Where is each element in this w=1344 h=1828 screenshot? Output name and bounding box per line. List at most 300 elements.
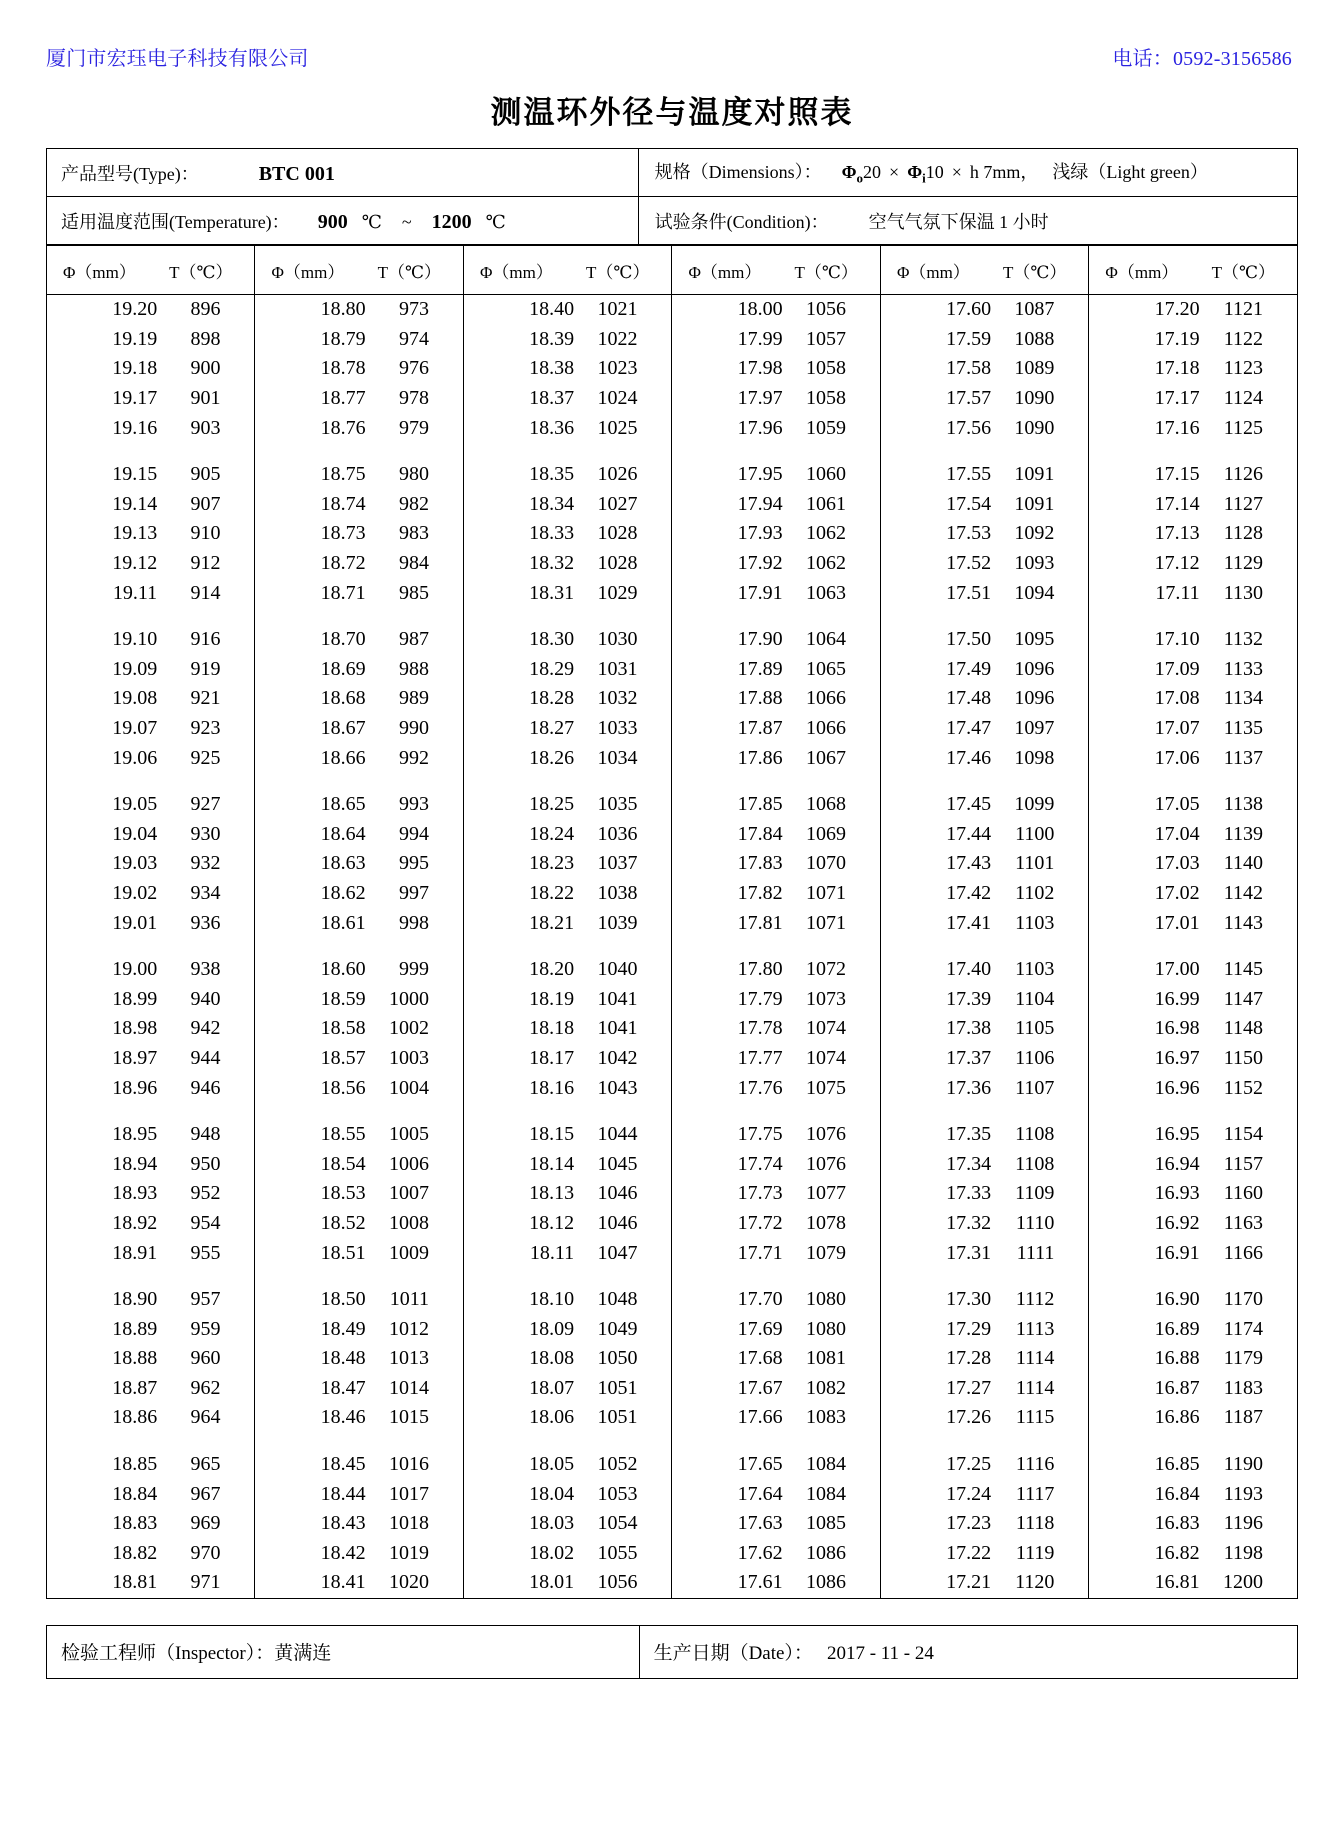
band-spacer [47, 773, 1298, 790]
cell-temperature: 938 [159, 955, 255, 985]
cell-phi: 18.04 [463, 1479, 576, 1509]
cell-temperature: 910 [159, 519, 255, 549]
table-row [47, 1209, 1298, 1239]
cell-phi: 18.68 [255, 684, 368, 714]
cell-phi: 18.28 [463, 684, 576, 714]
spacer-cell [576, 938, 672, 955]
table-row [47, 1179, 1298, 1209]
cell-temperature: 974 [368, 325, 464, 355]
cell-temperature: 987 [368, 625, 464, 655]
cell-phi: 17.47 [880, 714, 993, 744]
cell-phi: 18.67 [255, 714, 368, 744]
table-row [47, 1073, 1298, 1103]
cell-temperature: 923 [159, 714, 255, 744]
cell-temperature: 1113 [993, 1314, 1089, 1344]
cell-phi: 18.35 [463, 460, 576, 490]
table-row [47, 714, 1298, 744]
cell-phi: 17.12 [1089, 549, 1202, 579]
cell-temperature: 1090 [993, 413, 1089, 443]
spacer-cell [255, 1268, 368, 1285]
cell-temperature: 1154 [1202, 1120, 1298, 1150]
cell-phi: 17.82 [672, 879, 785, 909]
cell-phi: 18.47 [255, 1374, 368, 1404]
band-spacer [47, 443, 1298, 460]
table-row [47, 1285, 1298, 1315]
cell-phi: 19.00 [47, 955, 160, 985]
cell-temperature: 1003 [368, 1044, 464, 1074]
cell-temperature: 1059 [785, 413, 881, 443]
cell-phi: 17.54 [880, 490, 993, 520]
cell-phi: 17.79 [672, 984, 785, 1014]
cell-temperature: 1004 [368, 1073, 464, 1103]
cell-phi: 17.38 [880, 1014, 993, 1044]
cell-phi: 19.11 [47, 578, 160, 608]
cell-temperature: 954 [159, 1209, 255, 1239]
spacer-cell [1202, 443, 1298, 460]
cell-temperature: 1058 [785, 354, 881, 384]
cell-phi: 18.07 [463, 1374, 576, 1404]
cell-temperature: 1063 [785, 578, 881, 608]
cell-phi: 17.90 [672, 625, 785, 655]
col-header-temp-2: T（℃） [368, 246, 464, 295]
cell-phi: 17.08 [1089, 684, 1202, 714]
cell-temperature: 950 [159, 1149, 255, 1179]
col-header-phi-4: Φ（mm） [672, 246, 785, 295]
cell-phi: 18.52 [255, 1209, 368, 1239]
cell-phi: 17.92 [672, 549, 785, 579]
spacer-cell [159, 1433, 255, 1450]
spacer-cell [255, 443, 368, 460]
cell-phi: 17.33 [880, 1179, 993, 1209]
spacer-cell [463, 443, 576, 460]
cell-temperature: 978 [368, 384, 464, 414]
cell-phi: 18.98 [47, 1014, 160, 1044]
cell-temperature: 1135 [1202, 714, 1298, 744]
cell-temperature: 1046 [576, 1209, 672, 1239]
cell-temperature: 1081 [785, 1344, 881, 1374]
spacer-cell [576, 443, 672, 460]
cell-phi: 18.33 [463, 519, 576, 549]
cell-phi: 18.26 [463, 743, 576, 773]
cell-phi: 18.36 [463, 413, 576, 443]
cell-phi: 18.63 [255, 849, 368, 879]
cell-phi: 17.50 [880, 625, 993, 655]
cell-temperature: 1064 [785, 625, 881, 655]
spacer-cell [368, 1268, 464, 1285]
table-row [47, 384, 1298, 414]
cell-phi: 18.82 [47, 1539, 160, 1569]
cell-phi: 18.12 [463, 1209, 576, 1239]
cell-temperature: 1028 [576, 549, 672, 579]
cell-phi: 18.23 [463, 849, 576, 879]
spacer-cell [1202, 1103, 1298, 1120]
info-row-type [47, 149, 1298, 197]
inner-diameter-symbol: Φ [907, 162, 923, 183]
cell-phi: 18.45 [255, 1450, 368, 1480]
cell-phi: 18.24 [463, 820, 576, 850]
cell-temperature: 1095 [993, 625, 1089, 655]
cell-phi: 16.85 [1089, 1450, 1202, 1480]
band-spacer [47, 608, 1298, 625]
cell-phi: 17.59 [880, 325, 993, 355]
cell-temperature: 980 [368, 460, 464, 490]
cell-phi: 18.27 [463, 714, 576, 744]
table-row [47, 413, 1298, 443]
cell-phi: 17.13 [1089, 519, 1202, 549]
spacer-cell [993, 1103, 1089, 1120]
cell-phi: 17.35 [880, 1120, 993, 1150]
spacer-cell [255, 1103, 368, 1120]
cell-phi: 17.30 [880, 1285, 993, 1315]
cell-temperature: 1122 [1202, 325, 1298, 355]
cell-phi: 17.46 [880, 743, 993, 773]
cell-phi: 18.95 [47, 1120, 160, 1150]
band-spacer [47, 1268, 1298, 1285]
cell-temperature: 1083 [785, 1403, 881, 1433]
cell-temperature: 1045 [576, 1149, 672, 1179]
cell-phi: 18.84 [47, 1479, 160, 1509]
cell-phi: 17.68 [672, 1344, 785, 1374]
spacer-cell [1089, 1433, 1202, 1450]
cell-temperature: 907 [159, 490, 255, 520]
cell-phi: 19.19 [47, 325, 160, 355]
inspector-value: 黄满连 [274, 1643, 332, 1665]
cell-phi: 18.62 [255, 879, 368, 909]
cell-phi: 17.01 [1089, 908, 1202, 938]
table-row [47, 578, 1298, 608]
cell-temperature: 1120 [993, 1568, 1089, 1598]
col-header-temp-5: T（℃） [993, 246, 1089, 295]
spacer-cell [1089, 938, 1202, 955]
cell-temperature: 989 [368, 684, 464, 714]
cell-temperature: 1015 [368, 1403, 464, 1433]
cell-phi: 17.15 [1089, 460, 1202, 490]
spacer-cell [576, 1433, 672, 1450]
cell-temperature: 1066 [785, 714, 881, 744]
cell-phi: 17.67 [672, 1374, 785, 1404]
cell-temperature: 1174 [1202, 1314, 1298, 1344]
spacer-cell [672, 1103, 785, 1120]
cell-phi: 18.96 [47, 1073, 160, 1103]
cell-phi: 17.81 [672, 908, 785, 938]
table-row [47, 1314, 1298, 1344]
cell-temperature: 1160 [1202, 1179, 1298, 1209]
cell-phi: 16.82 [1089, 1539, 1202, 1569]
cell-phi: 16.97 [1089, 1044, 1202, 1074]
cell-temperature: 1086 [785, 1539, 881, 1569]
cell-phi: 17.31 [880, 1238, 993, 1268]
cell-phi: 17.44 [880, 820, 993, 850]
cell-phi: 18.59 [255, 984, 368, 1014]
spacer-cell [368, 938, 464, 955]
table-row [47, 295, 1298, 325]
spacer-cell [785, 773, 881, 790]
cell-temperature: 1020 [368, 1568, 464, 1598]
cell-phi: 18.94 [47, 1149, 160, 1179]
spacer-cell [159, 608, 255, 625]
cell-temperature: 984 [368, 549, 464, 579]
cell-temperature: 1187 [1202, 1403, 1298, 1433]
spacer-cell [368, 1433, 464, 1450]
spacer-cell [993, 608, 1089, 625]
temperature-max: 1200 [431, 210, 472, 233]
cell-temperature: 1065 [785, 655, 881, 685]
cell-phi: 17.75 [672, 1120, 785, 1150]
spacer-cell [785, 1433, 881, 1450]
spacer-cell [672, 443, 785, 460]
cell-temperature: 934 [159, 879, 255, 909]
cell-temperature: 976 [368, 354, 464, 384]
spacer-cell [672, 773, 785, 790]
cell-temperature: 1071 [785, 908, 881, 938]
cell-temperature: 1027 [576, 490, 672, 520]
spacer-cell [255, 773, 368, 790]
cell-phi: 18.76 [255, 413, 368, 443]
cell-temperature: 1128 [1202, 519, 1298, 549]
spacer-cell [880, 608, 993, 625]
spacer-cell [47, 1268, 160, 1285]
cell-temperature: 1052 [576, 1450, 672, 1480]
band-spacer [47, 938, 1298, 955]
type-value: BTC 001 [258, 162, 335, 185]
table-row [47, 790, 1298, 820]
cell-temperature: 955 [159, 1238, 255, 1268]
table-row [47, 460, 1298, 490]
cell-phi: 19.04 [47, 820, 160, 850]
cell-temperature: 1062 [785, 549, 881, 579]
footer-row [47, 1625, 1298, 1678]
cell-phi: 17.10 [1089, 625, 1202, 655]
cell-phi: 18.50 [255, 1285, 368, 1315]
cell-phi: 17.52 [880, 549, 993, 579]
spacer-cell [880, 1103, 993, 1120]
table-row [47, 1450, 1298, 1480]
cell-temperature: 1183 [1202, 1374, 1298, 1404]
cell-temperature: 1047 [576, 1238, 672, 1268]
cell-phi: 18.00 [672, 295, 785, 325]
cell-temperature: 1094 [993, 578, 1089, 608]
cell-phi: 19.20 [47, 295, 160, 325]
cell-temperature: 1105 [993, 1014, 1089, 1044]
height-value: h 7mm， [969, 162, 1039, 183]
cell-temperature: 1096 [993, 684, 1089, 714]
cell-phi: 17.14 [1089, 490, 1202, 520]
conversion-table [46, 245, 1298, 1599]
cell-temperature: 1031 [576, 655, 672, 685]
spacer-cell [880, 773, 993, 790]
cell-temperature: 1005 [368, 1120, 464, 1150]
cell-phi: 17.94 [672, 490, 785, 520]
cell-phi: 19.08 [47, 684, 160, 714]
cell-temperature: 1097 [993, 714, 1089, 744]
spacer-cell [880, 1268, 993, 1285]
cell-temperature: 1044 [576, 1120, 672, 1150]
cell-phi: 17.27 [880, 1374, 993, 1404]
outer-diameter-value: 20 [863, 162, 882, 183]
cell-phi: 18.15 [463, 1120, 576, 1150]
cell-temperature: 1170 [1202, 1285, 1298, 1315]
cell-phi: 17.22 [880, 1539, 993, 1569]
cell-temperature: 1009 [368, 1238, 464, 1268]
cell-temperature: 1038 [576, 879, 672, 909]
table-row [47, 743, 1298, 773]
temperature-range-cell [47, 197, 639, 245]
cell-phi: 18.22 [463, 879, 576, 909]
cell-temperature: 925 [159, 743, 255, 773]
cell-temperature: 898 [159, 325, 255, 355]
cell-phi: 18.14 [463, 1149, 576, 1179]
cell-temperature: 1179 [1202, 1344, 1298, 1374]
col-header-temp-6: T（℃） [1202, 246, 1298, 295]
cell-phi: 16.88 [1089, 1344, 1202, 1374]
cell-phi: 17.64 [672, 1479, 785, 1509]
cell-phi: 17.03 [1089, 849, 1202, 879]
cell-phi: 17.70 [672, 1285, 785, 1315]
phone-info [1112, 42, 1298, 71]
cell-phi: 17.51 [880, 578, 993, 608]
cell-temperature: 1021 [576, 295, 672, 325]
cell-temperature: 1098 [993, 743, 1089, 773]
cell-phi: 16.86 [1089, 1403, 1202, 1433]
cell-temperature: 1070 [785, 849, 881, 879]
cell-temperature: 969 [159, 1509, 255, 1539]
table-row [47, 984, 1298, 1014]
condition-label: 试验条件(Condition)： [654, 211, 829, 232]
cell-temperature: 1053 [576, 1479, 672, 1509]
temperature-min: 900 [317, 210, 348, 233]
col-header-phi-1: Φ（mm） [47, 246, 160, 295]
cell-temperature: 1067 [785, 743, 881, 773]
cell-temperature: 1084 [785, 1479, 881, 1509]
cell-phi: 18.46 [255, 1403, 368, 1433]
cell-phi: 17.88 [672, 684, 785, 714]
cell-temperature: 967 [159, 1479, 255, 1509]
cell-temperature: 985 [368, 578, 464, 608]
spacer-cell [672, 608, 785, 625]
cell-temperature: 990 [368, 714, 464, 744]
cell-phi: 18.66 [255, 743, 368, 773]
cell-phi: 17.07 [1089, 714, 1202, 744]
cell-temperature: 1102 [993, 879, 1089, 909]
spacer-cell [368, 608, 464, 625]
cell-phi: 17.91 [672, 578, 785, 608]
cell-temperature: 1114 [993, 1344, 1089, 1374]
temperature-unit-min: ℃ [361, 211, 382, 232]
cell-phi: 18.29 [463, 655, 576, 685]
cell-temperature: 1139 [1202, 820, 1298, 850]
cell-temperature: 1080 [785, 1314, 881, 1344]
cell-temperature: 960 [159, 1344, 255, 1374]
cell-phi: 17.71 [672, 1238, 785, 1268]
cell-temperature: 998 [368, 908, 464, 938]
cell-phi: 17.20 [1089, 295, 1202, 325]
cell-temperature: 1132 [1202, 625, 1298, 655]
cell-temperature: 1119 [993, 1539, 1089, 1569]
cell-temperature: 1082 [785, 1374, 881, 1404]
cell-phi: 17.61 [672, 1568, 785, 1598]
cell-temperature: 1090 [993, 384, 1089, 414]
band-spacer [47, 1433, 1298, 1450]
table-row [47, 879, 1298, 909]
cell-phi: 18.86 [47, 1403, 160, 1433]
date-label: 生产日期（Date）： [653, 1643, 813, 1665]
table-row [47, 1044, 1298, 1074]
cell-temperature: 1026 [576, 460, 672, 490]
spacer-cell [463, 773, 576, 790]
cell-temperature: 1091 [993, 490, 1089, 520]
footer-table [46, 1625, 1298, 1679]
cell-phi: 17.21 [880, 1568, 993, 1598]
cell-temperature: 1056 [785, 295, 881, 325]
cell-phi: 17.00 [1089, 955, 1202, 985]
col-header-phi-5: Φ（mm） [880, 246, 993, 295]
color-value: 浅绿（Light green） [1052, 162, 1208, 183]
cell-temperature: 1049 [576, 1314, 672, 1344]
inner-diameter-value: 10 [925, 162, 944, 183]
cell-temperature: 995 [368, 849, 464, 879]
table-row [47, 1403, 1298, 1433]
cell-phi: 17.42 [880, 879, 993, 909]
cell-temperature: 988 [368, 655, 464, 685]
inner-diameter-subscript: i [922, 170, 926, 186]
cell-temperature: 1087 [993, 295, 1089, 325]
spacer-cell [159, 773, 255, 790]
cell-phi: 17.53 [880, 519, 993, 549]
cell-phi: 16.96 [1089, 1073, 1202, 1103]
table-row [47, 955, 1298, 985]
spacer-cell [463, 938, 576, 955]
test-condition-cell [638, 197, 1297, 245]
cell-temperature: 1017 [368, 1479, 464, 1509]
cell-temperature: 1043 [576, 1073, 672, 1103]
header-row [47, 246, 1298, 295]
cell-temperature: 1127 [1202, 490, 1298, 520]
table-row [47, 1509, 1298, 1539]
spacer-cell [47, 773, 160, 790]
cell-phi: 19.09 [47, 655, 160, 685]
cell-phi: 17.40 [880, 955, 993, 985]
cell-temperature: 1036 [576, 820, 672, 850]
cell-temperature: 936 [159, 908, 255, 938]
spacer-cell [159, 938, 255, 955]
spacer-cell [1202, 1268, 1298, 1285]
cell-temperature: 952 [159, 1179, 255, 1209]
cell-phi: 17.85 [672, 790, 785, 820]
spacer-cell [672, 1433, 785, 1450]
page-header [46, 0, 1298, 71]
cell-phi: 17.55 [880, 460, 993, 490]
cell-temperature: 946 [159, 1073, 255, 1103]
cell-temperature: 1041 [576, 984, 672, 1014]
cell-temperature: 1101 [993, 849, 1089, 879]
cell-temperature: 1112 [993, 1285, 1089, 1315]
cell-temperature: 1013 [368, 1344, 464, 1374]
cell-temperature: 900 [159, 354, 255, 384]
cell-temperature: 1121 [1202, 295, 1298, 325]
cell-phi: 16.81 [1089, 1568, 1202, 1598]
cell-phi: 18.16 [463, 1073, 576, 1103]
cell-temperature: 1108 [993, 1120, 1089, 1150]
cell-phi: 17.49 [880, 655, 993, 685]
type-cell [47, 149, 639, 197]
spacer-cell [1202, 1433, 1298, 1450]
spacer-cell [993, 773, 1089, 790]
cell-temperature: 1040 [576, 955, 672, 985]
spacer-cell [159, 1268, 255, 1285]
spacer-cell [993, 938, 1089, 955]
outer-diameter-subscript: o [856, 170, 864, 186]
spacer-cell [463, 1433, 576, 1450]
